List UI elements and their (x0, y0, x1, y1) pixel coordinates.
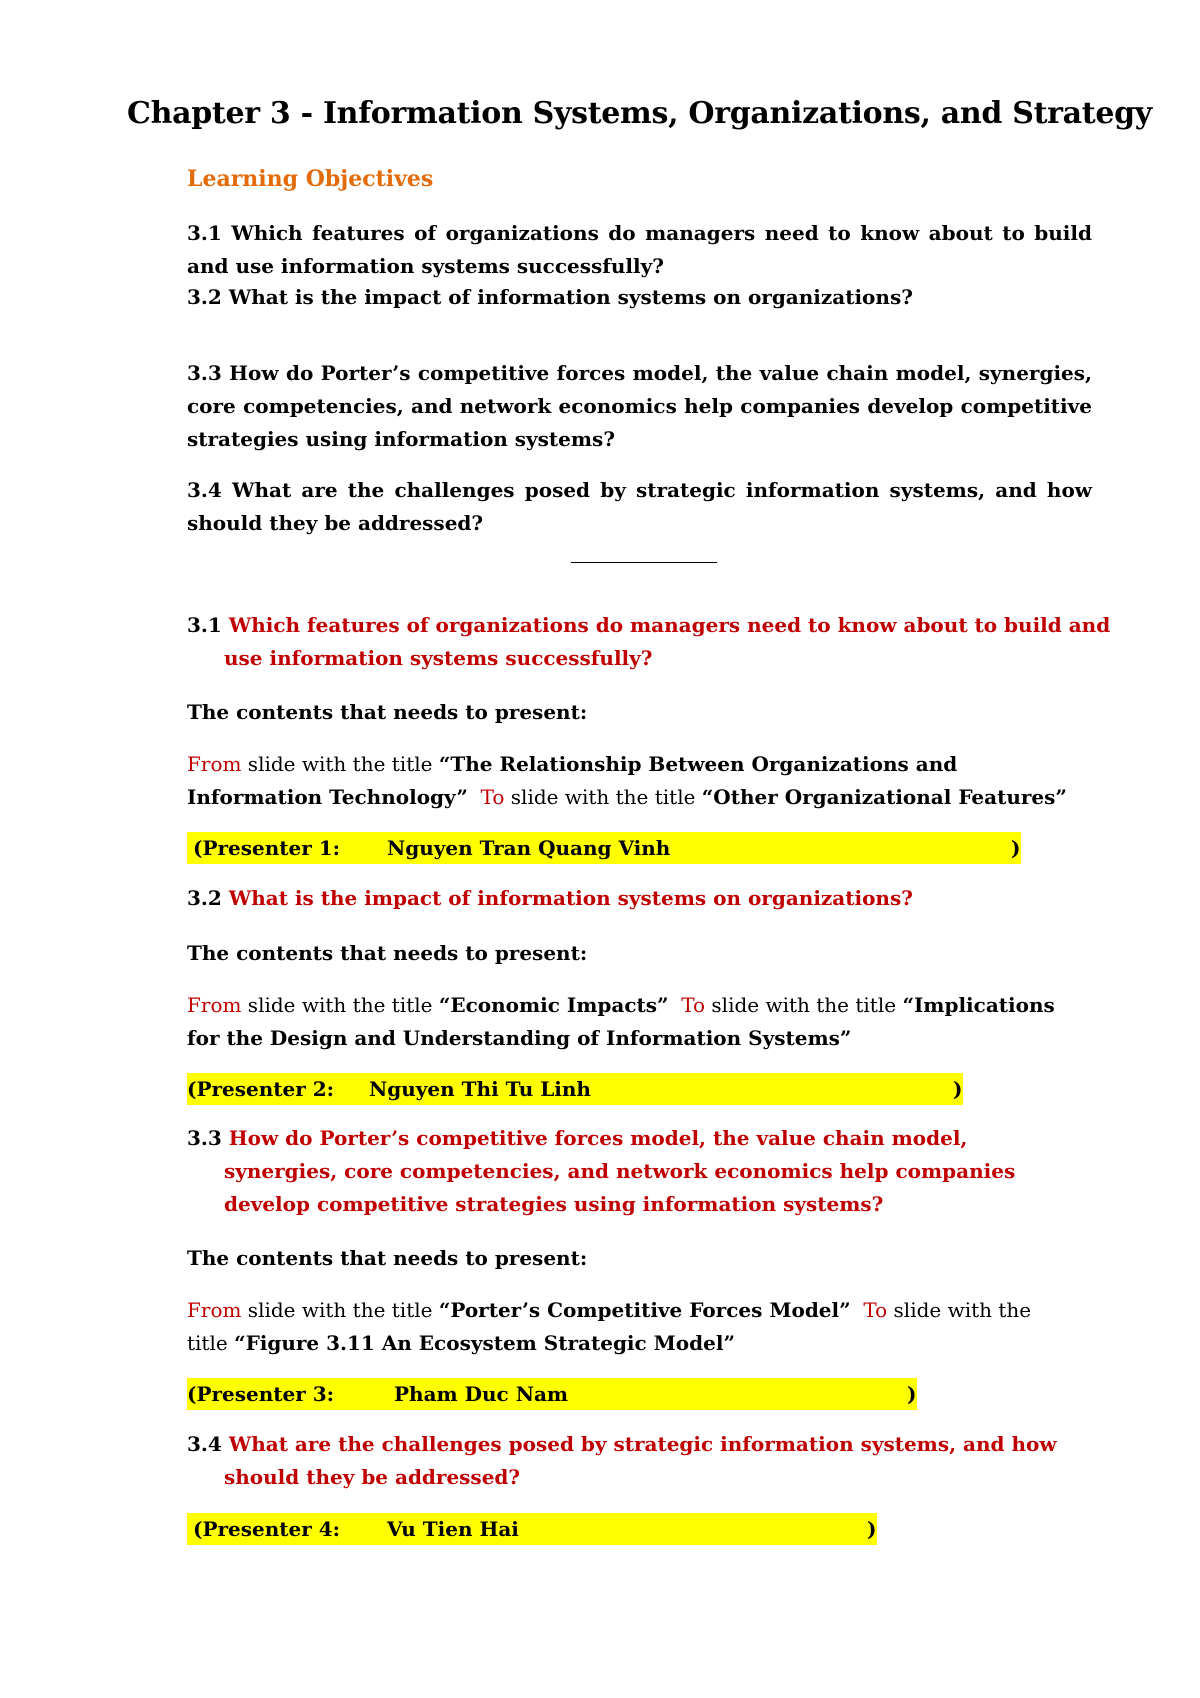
section-number: 3.3 (187, 1126, 222, 1150)
slide-text: slide with the title (504, 785, 702, 809)
presenter-highlight (187, 832, 1021, 864)
slide-text: slide with the title (241, 1298, 439, 1322)
section-question-text: Which features of organizations do managers need to know about to build and use information systems successfully? (224, 613, 1111, 670)
section-question (187, 882, 1129, 915)
presenter-label: (Presenter 1: (193, 836, 341, 860)
from-label: From (187, 1298, 242, 1322)
contents-label: The contents that needs to present: (187, 1246, 588, 1270)
presenter-name: Pham Duc Nam (394, 1382, 569, 1406)
from-title: “Porter’s Competitive Forces Model” (438, 1298, 851, 1322)
slide-text: slide with the title (241, 993, 439, 1017)
to-title: “Other Organizational Features” (701, 785, 1067, 809)
objective-item: 3.1 Which features of organizations do managers need to know about to build and use information systems successfully? (187, 221, 1092, 278)
separator-line (571, 562, 717, 563)
slide-text: slide with the title (241, 752, 439, 776)
section-question (187, 1428, 1104, 1494)
section-number: 3.4 (187, 1432, 222, 1456)
presenter-highlight (187, 1378, 917, 1410)
objective-item: 3.2 What is the impact of information systems on organizations? (187, 285, 913, 309)
presenter-label: (Presenter 3: (187, 1382, 335, 1406)
from-label: From (187, 993, 242, 1017)
presenter-close: ) (907, 1382, 917, 1406)
section-number: 3.1 (187, 613, 222, 637)
to-title: “Figure 3.11 An Ecosystem Strategic Model” (234, 1331, 735, 1355)
contents-label: The contents that needs to present: (187, 941, 588, 965)
objective-item: 3.4 What are the challenges posed by strategic information systems, and how should they be addressed? (187, 478, 1092, 535)
presenter-name: Nguyen Tran Quang Vinh (387, 836, 671, 860)
presenter-label: (Presenter 2: (187, 1077, 335, 1101)
section-question (187, 1122, 1044, 1221)
slide-range (187, 989, 1092, 1055)
to-title: “Implications for the Design and Understanding of Information Systems” (187, 993, 1055, 1050)
objective-item: 3.3 How do Porter’s competitive forces model, the value chain model, synergies, core competencies, and network economics help companies develop competitive strategies using information systems? (187, 361, 1092, 451)
presenter-close: ) (1011, 836, 1021, 860)
page-title: Chapter 3 - Information Systems, Organizations, and Strategy (127, 96, 1152, 131)
from-label: From (187, 752, 242, 776)
slide-text: slide with the title (705, 993, 903, 1017)
presenter-close: ) (953, 1077, 963, 1101)
section-question (187, 609, 1129, 675)
slide-range (187, 1294, 1067, 1360)
to-label: To (480, 785, 505, 809)
presenter-label: (Presenter 4: (193, 1517, 341, 1541)
to-label: To (863, 1298, 888, 1322)
to-label: To (681, 993, 706, 1017)
contents-label: The contents that needs to present: (187, 700, 588, 724)
slide-range (187, 748, 1092, 814)
presenter-name: Nguyen Thi Tu Linh (369, 1077, 591, 1101)
from-title: “The Relationship Between Organizations and Information Technology” (187, 752, 958, 809)
presenter-close: ) (867, 1517, 877, 1541)
presenter-highlight (187, 1073, 963, 1105)
section-number: 3.2 (187, 886, 222, 910)
section-question-text: What are the challenges posed by strategic information systems, and how should they be addressed? (224, 1432, 1057, 1489)
presenter-name: Vu Tien Hai (387, 1517, 519, 1541)
slide-text: slide with the title (187, 1298, 1032, 1355)
from-title: “Economic Impacts” (438, 993, 669, 1017)
learning-objectives-heading: Learning Objectives (187, 166, 434, 192)
section-question-text: What is the impact of information systems on organizations? (228, 886, 913, 910)
presenter-highlight (187, 1513, 877, 1545)
section-question-text: How do Porter’s competitive forces model, the value chain model, synergies, core competencies, and network economics help companies develop competitive strategies using information systems? (224, 1126, 1016, 1216)
